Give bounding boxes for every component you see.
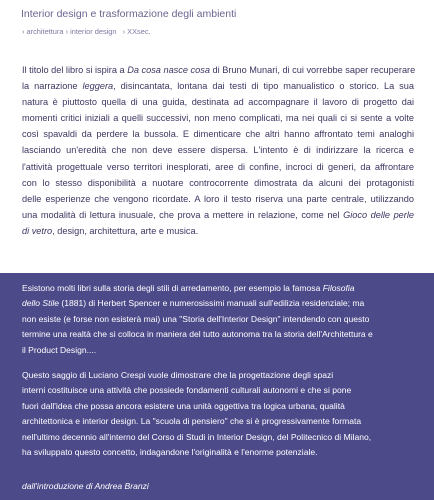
quote-line: dello Stile (1881) di Herbert Spencer e numerosissimi manuali sull'edilizia residenziale; ma: [22, 298, 365, 309]
attribution-author: Andrea Branzi: [94, 481, 149, 491]
intro-line: una modalità di lettura inusuale, che prova a mettere in relazione, come nel Gioco delle perle: [22, 209, 414, 220]
breadcrumb-item-interior-design[interactable]: › interior design: [65, 27, 117, 36]
quote-attribution: [22, 481, 149, 491]
intro-line: così spavaldi da perdere la bussola. E dimenticare che altri hanno affrontato temi analoghi: [22, 129, 414, 140]
breadcrumb-item-architettura[interactable]: › architettura: [22, 27, 64, 36]
quote-line: nell'ultimo decennio all'interno del Corso di Studi in Interior Design, del Politecnico di Milano,: [22, 431, 372, 442]
quote-paragraph-1: [22, 281, 416, 358]
quote-line: Questo saggio di Luciano Crespi vuole dimostrare che la progettazione degli spazi: [22, 370, 334, 380]
breadcrumb: [22, 27, 151, 36]
quote-line: interni costituisce una attività che possiede fondamenti culturali autonomi e che si pone: [22, 385, 352, 396]
intro-line: lasciando un'eredità che non deve essere dispersa. L'intento è di indirizzare la ricerca e: [22, 145, 414, 156]
intro-line: natura è piuttosto quella di una guida, destinata ad accompagnare il lavoro di progetto dai: [22, 97, 414, 108]
intro-line: momenti critici iniziali a quelli successivi, non meno complicati, ma nei quali ci si sente a volte: [22, 113, 414, 124]
breadcrumb-item-xxsec[interactable]: › XXsec.: [122, 27, 151, 36]
quote-line: Esistono molti libri sulla storia degli stili di arredamento, per esempio la famosa Filosofia: [22, 283, 355, 293]
attribution-prefix: dall'introduzione di: [22, 481, 95, 491]
quote-line: il Product Design....: [22, 344, 97, 355]
intro-line: con lo stesso disponibilità a nuotare controcorrente dimostrata da alcuni dei protagonisti: [22, 177, 414, 188]
quote-line: ha sviluppato questo concetto, indagandone l'originalità e l'enorme potenziale.: [22, 447, 318, 458]
intro-line: la narrazione leggera, disincantata, lontana dai testi di tipo manualistico o storico. La sua: [22, 81, 414, 92]
intro-line: l'attività progettuale verso territori inesplorati, aree di confine, incroci di generi, da affrontare: [22, 161, 414, 172]
header-title: Interior design e trasformazione degli ambienti: [21, 8, 237, 20]
intro-paragraph: [22, 62, 414, 239]
intro-line: di vetro, design, architettura, arte e musica.: [22, 225, 199, 236]
quote-line: termine una realtà che si colloca in maniera del tutto autonoma tra la storia dell'Architettura e: [22, 329, 373, 340]
quote-line: architettonica e interior design. La "scuola di pensiero" che si è progressivamente formata: [22, 416, 362, 427]
intro-line: delle esperienze che vengono ricordate. A loro il testo riserva una parte centrale, utilizzando: [22, 193, 414, 204]
quote-line: non esiste (e forse non esisterà mai) una "Storia dell'Interior Design" intendendo con questo: [22, 313, 370, 324]
quote-line: fuori dall'idea che possa ancora esistere una unità oggettiva tra logica urbana, qualità: [22, 400, 345, 411]
quote-paragraph-2: [22, 368, 416, 460]
intro-line: Il titolo del libro si ispira a Da cosa nasce cosa di Bruno Munari, di cui vorrebbe saper recuperare: [22, 65, 416, 75]
quote-band: [0, 273, 434, 500]
